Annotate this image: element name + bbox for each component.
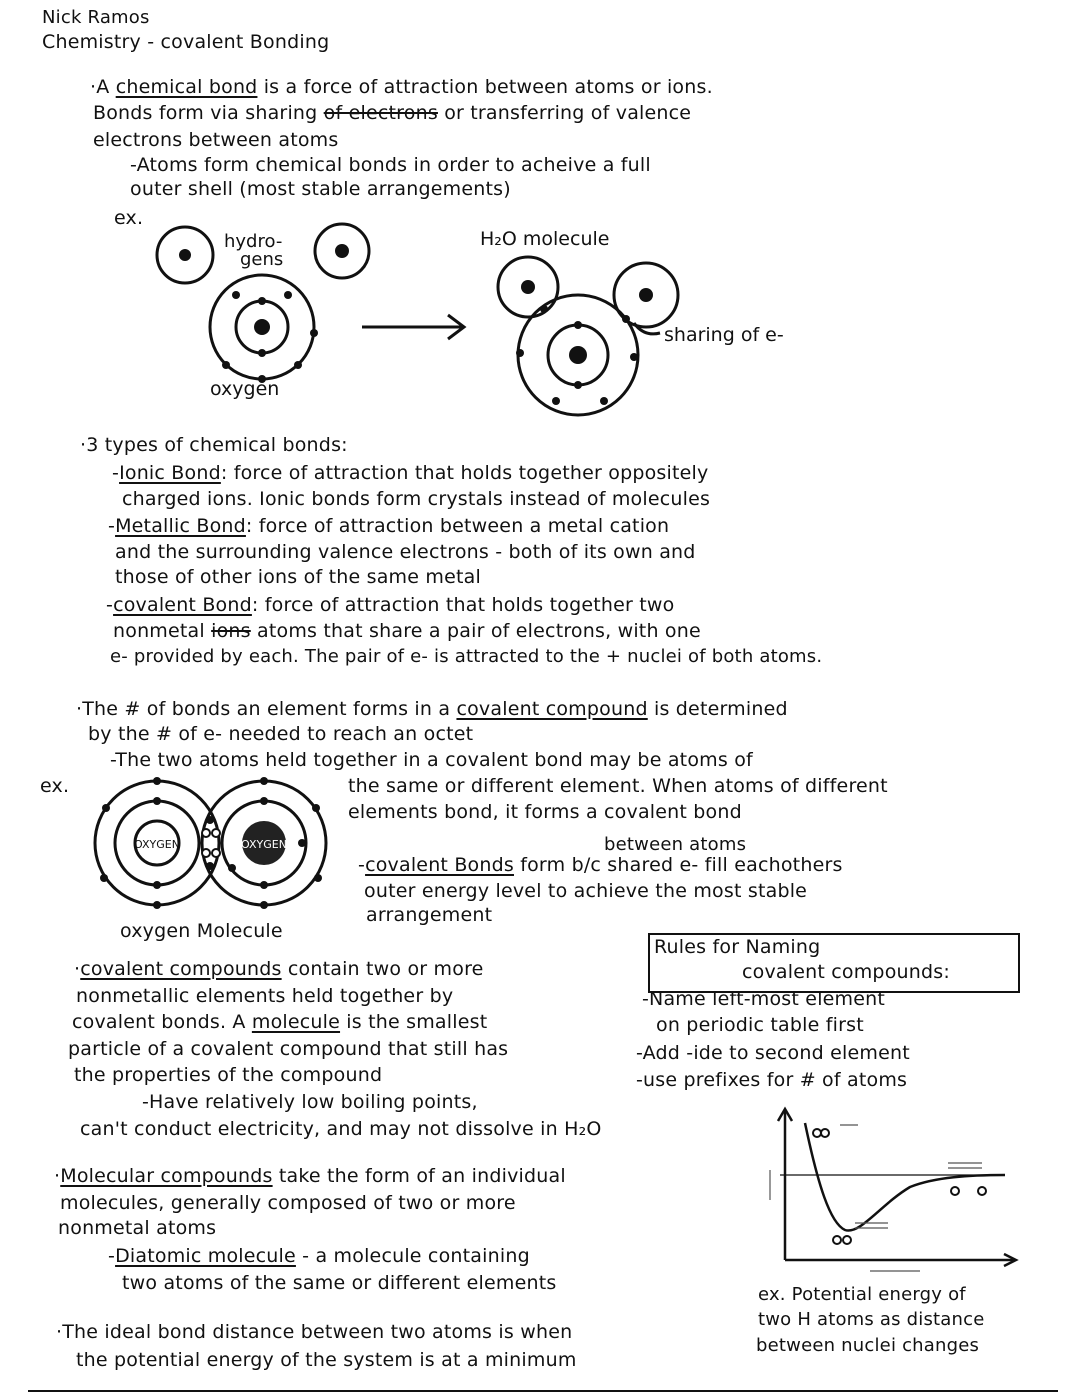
compounds-line5: the properties of the compound (74, 1064, 383, 1086)
compounds-line1: ·covalent compounds contain two or more (74, 958, 484, 980)
ideal-line1: ·The ideal bond distance between two atoms is when (56, 1321, 573, 1343)
numbonds-line5: elements bond, it forms a covalent bond (348, 801, 742, 823)
rule-item-1: -Name left-most element (642, 988, 886, 1010)
compounds-line2: nonmetallic elements held together by (76, 985, 454, 1007)
molecular-line2: molecules, generally composed of two or more (60, 1192, 516, 1214)
numbonds-line4: the same or different element. When atoms of different (348, 775, 888, 797)
author-name: Nick Ramos (42, 7, 150, 28)
atom-label-right: OXYGEN (241, 838, 287, 851)
molecular-line5: two atoms of the same or different elements (122, 1272, 557, 1294)
compounds-line7: can't conduct electricity, and may not dissolve in H₂O (80, 1118, 602, 1140)
label-sharing: sharing of e- (664, 324, 784, 346)
graph-caption-line1: ex. Potential energy of (758, 1284, 966, 1305)
label-gens: gens (240, 249, 284, 270)
page-bottom-rule (28, 1390, 1058, 1392)
intro-line5: outer shell (most stable arrangements) (130, 178, 511, 200)
metallic-line1: -Metallic Bond: force of attraction between a metal cation (108, 515, 670, 537)
compounds-line4: particle of a covalent compound that still has (68, 1038, 509, 1060)
oxygen-molecule-caption: oxygen Molecule (120, 920, 283, 942)
rules-title-line1: Rules for Naming (654, 936, 821, 958)
numbonds-line3: -The two atoms held together in a covalent bond may be atoms of (110, 749, 753, 771)
graph-caption-line2: two H atoms as distance (758, 1309, 985, 1330)
term-covalent-compounds: covalent compounds (80, 958, 282, 980)
term-diatomic-molecule: Diatomic molecule (115, 1245, 296, 1267)
covalent-line3: e- provided by each. The pair of e- is attracted to the + nuclei of both atoms. (110, 646, 823, 667)
atom-label-left: OXYGEN (134, 838, 180, 851)
oxygen-nucleus (254, 319, 270, 335)
covalent-line2: nonmetal ions atoms that share a pair of electrons, with one (113, 620, 701, 642)
cb-line2: outer energy level to achieve the most stable (364, 880, 808, 902)
metallic-line2: and the surrounding valence electrons - both of its own and (115, 541, 696, 563)
compounds-line3: covalent bonds. A molecule is the smallest (72, 1011, 488, 1033)
potential-energy-graph (760, 1105, 1020, 1275)
molecular-line3: nonmetal atoms (58, 1217, 217, 1239)
term-covalent-bonds: covalent Bonds (365, 854, 514, 876)
ideal-line2: the potential energy of the system is at a minimum (76, 1349, 577, 1371)
numbonds-line1: ·The # of bonds an element forms in a covalent compound is determined (76, 698, 788, 720)
water-formation-diagram (140, 215, 860, 405)
potential-energy-curve (805, 1123, 1005, 1231)
numbonds-line2: by the # of e- needed to reach an octet (88, 723, 474, 745)
oxygen-molecule-diagram (82, 778, 342, 918)
term-covalent-compound: covalent compound (456, 698, 648, 720)
graph-caption-line3: between nuclei changes (756, 1335, 980, 1356)
label-oxygen: oxygen (210, 378, 280, 400)
rule-item-2: -Add -ide to second element (636, 1042, 910, 1064)
water-oxygen-nucleus (569, 346, 587, 364)
struck-text: of electrons (323, 102, 438, 124)
example-label-2: ex. (40, 775, 70, 797)
ionic-line1: -Ionic Bond: force of attraction that holds together oppositely (112, 462, 709, 484)
intro-line2: Bonds form via sharing of electrons or transferring of valence (93, 102, 692, 124)
struck-text: ions (211, 620, 251, 642)
rules-title-line2: covalent compounds: (742, 961, 950, 983)
compounds-line6: -Have relatively low boiling points, (142, 1091, 478, 1113)
intro-line4: -Atoms form chemical bonds in order to acheive a full (130, 154, 651, 176)
term-chemical-bond: chemical bond (115, 76, 258, 98)
example-label-1: ex. (114, 207, 144, 229)
term-covalent-bond: covalent Bond (113, 594, 252, 616)
cb-line3: arrangement (366, 904, 493, 926)
intro-line3: electrons between atoms (93, 129, 339, 151)
molecular-line4: -Diatomic molecule - a molecule containing (108, 1245, 530, 1267)
cb-line1: -covalent Bonds form b/c shared e- fill eachothers (358, 854, 843, 876)
rule-item-3: -use prefixes for # of atoms (636, 1069, 908, 1091)
molecular-line1: ·Molecular compounds take the form of an individual (54, 1165, 566, 1187)
label-hydro: hydro- (224, 231, 283, 252)
rule-item-1-cont: on periodic table first (656, 1014, 864, 1036)
metallic-line3: those of other ions of the same metal (115, 566, 481, 588)
term-molecule: molecule (251, 1011, 341, 1033)
types-heading: ·3 types of chemical bonds: (80, 434, 348, 456)
ionic-line2: charged ions. Ionic bonds form crystals instead of molecules (122, 488, 711, 510)
term-metallic-bond: Metallic Bond (115, 515, 246, 537)
intro-line1: ·A chemical bond is a force of attraction between atoms or ions. (90, 76, 713, 98)
term-ionic-bond: Ionic Bond (119, 462, 221, 484)
covalent-line1: -covalent Bond: force of attraction that holds together two (106, 594, 675, 616)
term-molecular-compounds: Molecular compounds (60, 1165, 273, 1187)
label-h2o-molecule: H₂O molecule (480, 228, 610, 250)
page-title: Chemistry - covalent Bonding (42, 31, 330, 53)
insert-between-atoms: between atoms (604, 834, 747, 855)
